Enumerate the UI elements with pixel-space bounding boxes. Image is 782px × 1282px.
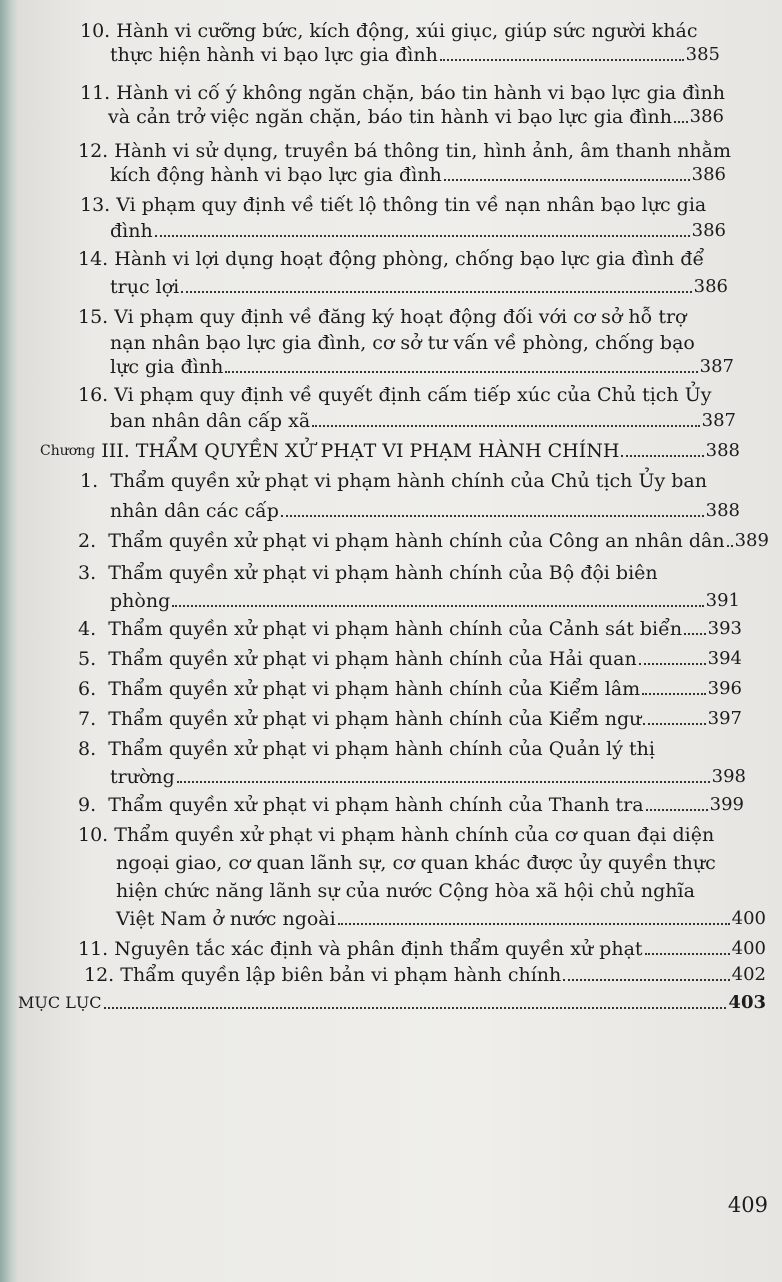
toc-entry-10-line-2: thực hiện hành vi bạo lực gia đình 385 — [110, 44, 720, 66]
toc-entry-10-line-1: 10. Hành vi cưỡng bức, kích động, xúi giục, giúp sức người khác — [80, 20, 698, 42]
toc-entry-14-line-2: trục lợi 386 — [110, 276, 728, 298]
toc-section-3-line-1: 3. Thẩm quyền xử phạt vi phạm hành chính của Bộ đội biên — [78, 562, 658, 584]
toc-entry-16-line-1: 16. Vi phạm quy định về quyết định cấm tiếp xúc của Chủ tịch Ủy — [78, 384, 712, 406]
toc-section-1-line-2: nhân dân các cấp 388 — [110, 500, 740, 522]
toc-section-12: 12. Thẩm quyền lập biên bản vi phạm hành chính 402 — [84, 964, 766, 986]
toc-entry-16-line-2: ban nhân dân cấp xã 387 — [110, 410, 736, 432]
toc-section-2: 2. Thẩm quyền xử phạt vi phạm hành chính của Công an nhân dân 389 — [78, 530, 769, 552]
toc-entry-14-line-1: 14. Hành vi lợi dụng hoạt động phòng, chống bạo lực gia đình để — [78, 248, 705, 270]
toc-entry-15-line-2: nạn nhân bạo lực gia đình, cơ sở tư vấn về phòng, chống bạo — [110, 332, 695, 354]
toc-section-8-line-1: 8. Thẩm quyền xử phạt vi phạm hành chính của Quản lý thị — [78, 738, 655, 760]
toc-section-6: 6. Thẩm quyền xử phạt vi phạm hành chính của Kiểm lâm 396 — [78, 678, 742, 700]
chapter-heading: Chương III. THẨM QUYỀN XỬ PHẠT VI PHẠM HÀNH CHÍNH 388 — [40, 440, 740, 462]
toc-entry-12-line-2: kích động hành vi bạo lực gia đình 386 — [110, 164, 726, 186]
page-edge — [0, 0, 18, 1282]
toc-section-4: 4. Thẩm quyền xử phạt vi phạm hành chính của Cảnh sát biển 393 — [78, 618, 742, 640]
toc-section-3-line-2: phòng 391 — [110, 590, 740, 612]
toc-section-10-line-1: 10. Thẩm quyền xử phạt vi phạm hành chính của cơ quan đại diện — [78, 824, 715, 846]
toc-section-8-line-2: trường 398 — [110, 766, 746, 788]
toc-entry-15-line-3: lực gia đình 387 — [110, 356, 734, 378]
toc-section-1-line-1: 1. Thẩm quyền xử phạt vi phạm hành chính của Chủ tịch Ủy ban — [80, 470, 707, 492]
toc-entry-11-line-2: và cản trở việc ngăn chặn, báo tin hành vi bạo lực gia đình 386 — [108, 106, 724, 128]
toc-entry-13-line-2: đình 386 — [110, 220, 726, 242]
toc-section-10-line-4: Việt Nam ở nước ngoài 400 — [116, 908, 766, 930]
toc-entry-11-line-1: 11. Hành vi cố ý không ngăn chặn, báo tin hành vi bạo lực gia đình — [80, 82, 725, 104]
toc-section-7: 7. Thẩm quyền xử phạt vi phạm hành chính của Kiểm ngư 397 — [78, 708, 742, 730]
toc-section-10-line-3: hiện chức năng lãnh sự của nước Cộng hòa xã hội chủ nghĩa — [116, 880, 695, 902]
toc-section-10-line-2: ngoại giao, cơ quan lãnh sự, cơ quan khác được ủy quyền thực — [116, 852, 716, 874]
toc-entry-15-line-1: 15. Vi phạm quy định về đăng ký hoạt động đối với cơ sở hỗ trợ — [78, 306, 687, 328]
toc-section-5: 5. Thẩm quyền xử phạt vi phạm hành chính của Hải quan 394 — [78, 648, 742, 670]
toc-section-9: 9. Thẩm quyền xử phạt vi phạm hành chính của Thanh tra 399 — [78, 794, 744, 816]
toc-entry-12-line-1: 12. Hành vi sử dụng, truyền bá thông tin, hình ảnh, âm thanh nhằm — [78, 140, 732, 162]
page-number: 409 — [727, 1193, 768, 1217]
toc-entry-13-line-1: 13. Vi phạm quy định về tiết lộ thông tin về nạn nhân bạo lực gia — [80, 194, 707, 216]
toc-muc-luc: MỤC LỤC 403 — [18, 992, 766, 1013]
toc-section-11: 11. Nguyên tắc xác định và phân định thẩm quyền xử phạt 400 — [78, 938, 766, 960]
